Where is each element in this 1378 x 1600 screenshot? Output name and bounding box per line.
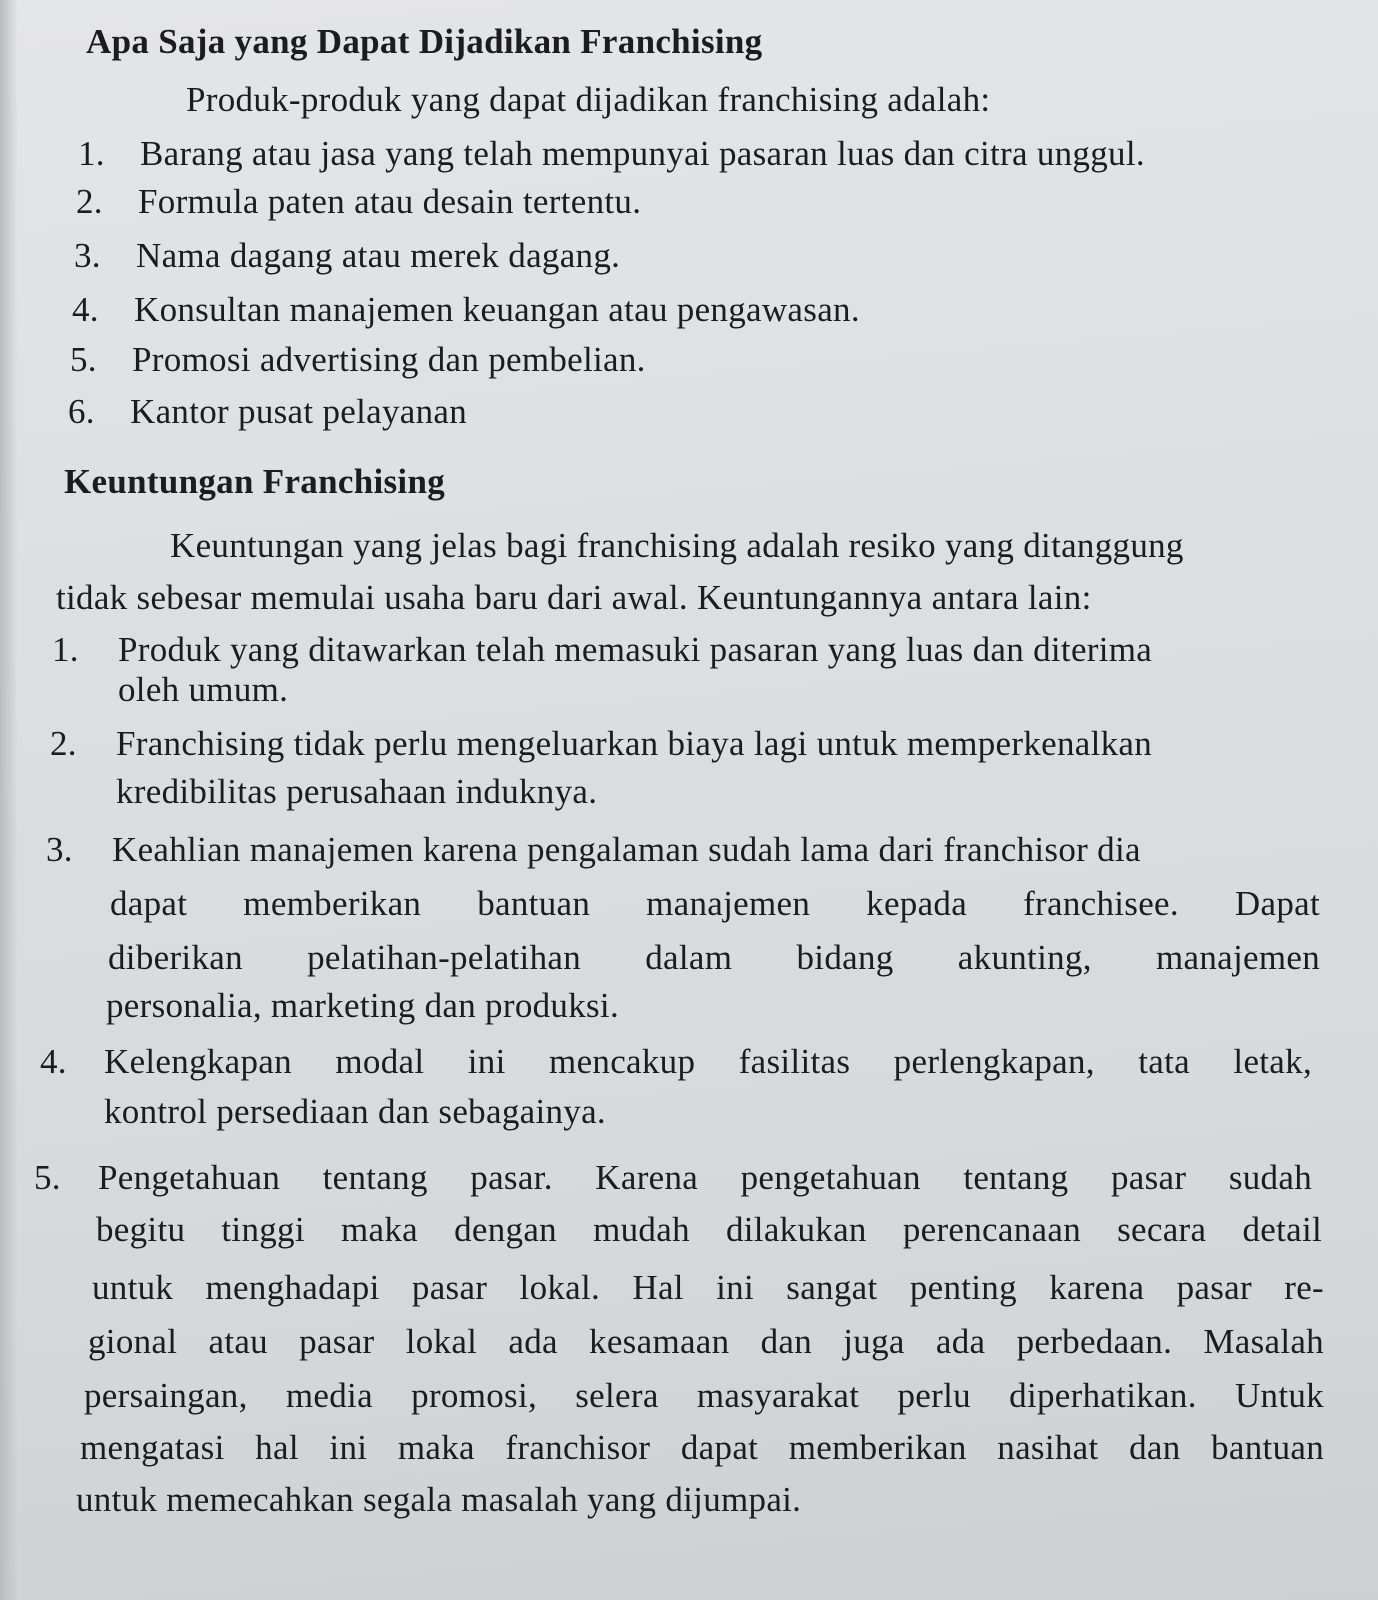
section1-title: Apa Saja yang Dapat Dijadikan Franchising xyxy=(86,22,763,61)
section2-item-5 xyxy=(34,1158,1312,1198)
list-item-text: Kantor pusat pelayanan xyxy=(130,392,468,431)
section2-item-5-cont: persaingan, media promosi, selera masyarakat perlu diperhatikan. Untuk xyxy=(84,1376,1324,1415)
list-number: 3. xyxy=(46,830,73,869)
list-number: 6. xyxy=(68,392,95,431)
section2-item-2 xyxy=(50,724,1152,764)
section1-item-6 xyxy=(68,392,467,432)
list-item-text: Pengetahuan tentang pasar. Karena pengetahuan tentang pasar sudah xyxy=(98,1158,1312,1197)
section2-item-3-cont: personalia, marketing dan produksi. xyxy=(106,986,620,1025)
section2-item-2-cont: kredibilitas perusahaan induknya. xyxy=(116,772,598,811)
list-item-text: Konsultan manajemen keuangan atau pengawasan. xyxy=(134,290,860,329)
section2-item-1 xyxy=(52,630,1152,670)
section2-item-3-cont: diberikan pelatihan-pelatihan dalam bidang akunting, manajemen xyxy=(108,938,1320,977)
section2-item-4 xyxy=(40,1042,1312,1082)
page-edge-shadow xyxy=(0,0,18,1600)
section2-intro-line1: Keuntungan yang jelas bagi franchising adalah resiko yang ditanggung xyxy=(170,526,1184,565)
list-number: 1. xyxy=(52,630,79,669)
section1-intro: Produk-produk yang dapat dijadikan franchising adalah: xyxy=(186,80,991,119)
list-number: 4. xyxy=(72,290,99,329)
list-item-text: Promosi advertising dan pembelian. xyxy=(132,340,646,379)
list-item-text: Barang atau jasa yang telah mempunyai pasaran luas dan citra unggul. xyxy=(140,134,1145,173)
section1-item-1 xyxy=(78,134,1145,174)
list-item-text: Nama dagang atau merek dagang. xyxy=(136,236,621,275)
section2-item-3 xyxy=(46,830,1141,870)
section2-item-5-cont: untuk memecahkan segala masalah yang dijumpai. xyxy=(76,1480,802,1519)
list-number: 2. xyxy=(50,724,77,763)
list-number: 2. xyxy=(76,182,103,221)
section1-item-3 xyxy=(74,236,620,276)
section2-intro-line2: tidak sebesar memulai usaha baru dari awal. Keuntungannya antara lain: xyxy=(56,578,1092,617)
list-number: 5. xyxy=(34,1158,61,1197)
list-number: 1. xyxy=(78,134,105,173)
section2-item-5-cont: untuk menghadapi pasar lokal. Hal ini sangat penting karena pasar re- xyxy=(92,1268,1324,1307)
section1-item-4 xyxy=(72,290,860,330)
section2-item-5-cont: begitu tinggi maka dengan mudah dilakukan perencanaan secara detail xyxy=(96,1210,1322,1249)
list-item-text: Formula paten atau desain tertentu. xyxy=(138,182,642,221)
section2-item-4-cont: kontrol persediaan dan sebagainya. xyxy=(104,1092,606,1131)
list-item-text: Produk yang ditawarkan telah memasuki pasaran yang luas dan diterima xyxy=(118,630,1153,669)
section1-item-2 xyxy=(76,182,641,222)
section2-item-5-cont: mengatasi hal ini maka franchisor dapat memberikan nasihat dan bantuan xyxy=(80,1428,1324,1467)
list-number: 5. xyxy=(70,340,97,379)
section2-item-3-cont: dapat memberikan bantuan manajemen kepada franchisee. Dapat xyxy=(110,884,1320,923)
section2-item-5-cont: gional atau pasar lokal ada kesamaan dan juga ada perbedaan. Masalah xyxy=(88,1322,1324,1361)
list-number: 3. xyxy=(74,236,101,275)
section2-title: Keuntungan Franchising xyxy=(64,462,446,501)
section1-item-5 xyxy=(70,340,646,380)
list-item-text: Kelengkapan modal ini mencakup fasilitas perlengkapan, tata letak, xyxy=(104,1042,1312,1081)
list-item-text: Franchising tidak perlu mengeluarkan biaya lagi untuk memperkenalkan xyxy=(116,724,1153,763)
list-item-text: Keahlian manajemen karena pengalaman sudah lama dari franchisor dia xyxy=(112,830,1141,869)
section2-item-1-cont: oleh umum. xyxy=(118,670,289,709)
list-number: 4. xyxy=(40,1042,67,1081)
